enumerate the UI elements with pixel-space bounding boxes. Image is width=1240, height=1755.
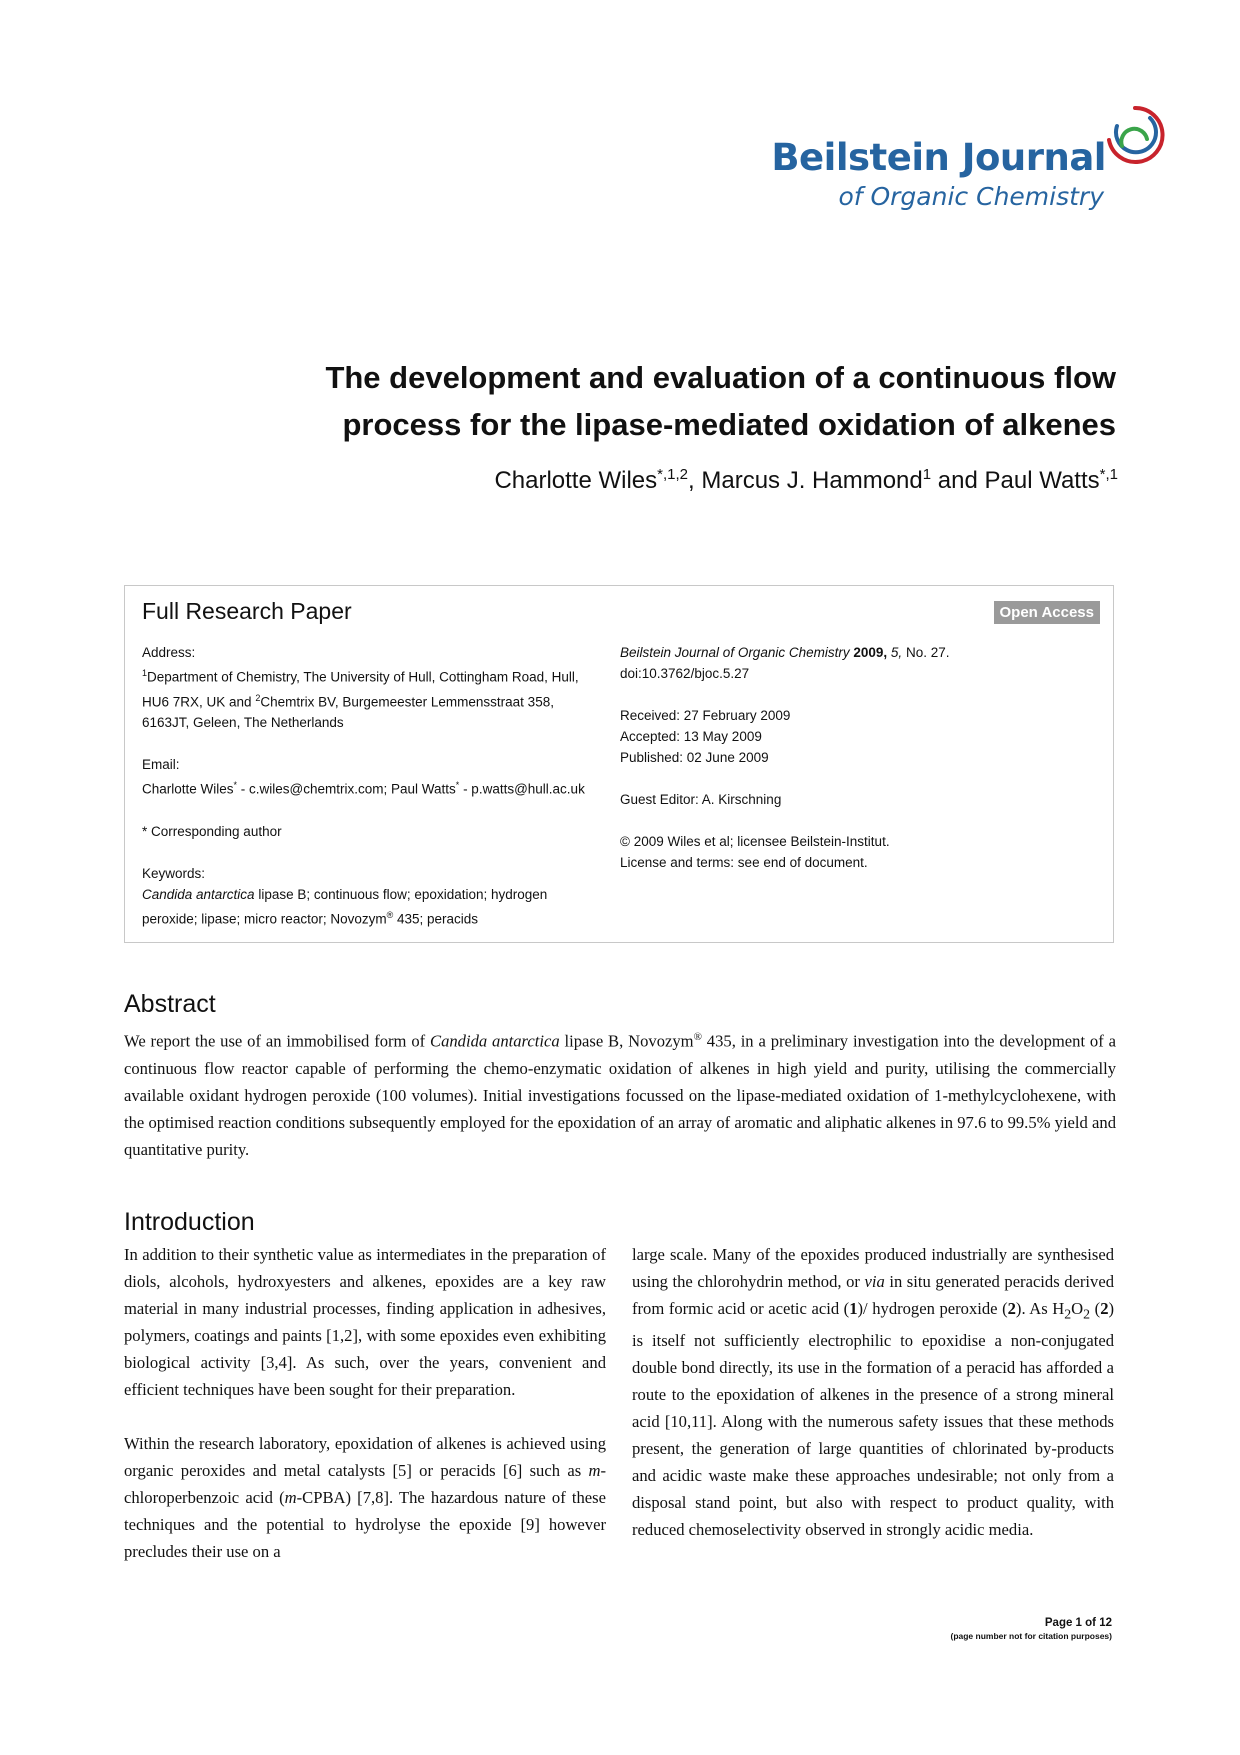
author-name: Marcus J. Hammond — [701, 467, 923, 494]
email-text: - p.watts@hull.ac.uk — [459, 781, 585, 797]
author-affiliation: 1 — [922, 466, 932, 483]
paragraph-text: ). As H — [1015, 1299, 1065, 1318]
address-text: Chemtrix BV, Burgemeester Lemmensstraat 358, 6163JT, Geleen, The Netherlands — [142, 694, 554, 730]
introduction-heading: Introduction — [124, 1208, 255, 1236]
guest-editor: Guest Editor: A. Kirschning — [620, 792, 782, 807]
page-footer — [950, 1617, 1112, 1641]
abstract-species: Candida antarctica — [430, 1031, 560, 1051]
author-list — [200, 466, 1118, 495]
journal-logo-swirl-icon — [1100, 100, 1170, 170]
paragraph-text: -chloroperbenzoic acid ( — [124, 1461, 606, 1507]
info-right-column — [620, 642, 1080, 894]
paragraph-text: Within the research laboratory, epoxidation of alkenes is achieved using organic peroxides and metal catalysts [5] or peracids [6] such as — [124, 1434, 606, 1480]
compound-number: 2 — [1100, 1299, 1109, 1318]
paragraph-text: -CPBA) [7,8]. The hazardous nature of these techniques and the potential to hydrolyse the epoxide [9] however precludes their use on a — [124, 1488, 606, 1561]
address-block — [142, 642, 602, 733]
email-text: - c.wiles@chemtrix.com; Paul Watts — [237, 781, 456, 797]
page-number-note: (page number not for citation purposes) — [950, 1631, 1112, 1641]
via-italic: via — [864, 1272, 885, 1291]
email-label: Email: — [142, 757, 180, 772]
address-text: Department of Chemistry, The University of Hull, Cottingham Road, Hull, HU6 7RX, UK and — [142, 669, 579, 709]
title-line-1: The development and evaluation of a continuous flow — [325, 360, 1116, 395]
citation-number: No. 27. — [905, 645, 950, 660]
paragraph-text: O — [1071, 1299, 1084, 1318]
subscript: 2 — [1083, 1306, 1091, 1322]
paragraph-text: in situ generated peracids derived from formic acid or acetic acid ( — [632, 1272, 1114, 1318]
abstract-part: 435, in a preliminary investigation into the development of a continuous flow reactor capable of performing the chemo-enzymatic oxidation of alkenes in high yield and purity, utilising the commercially available oxidant hydrogen peroxide (100 volumes). Initial investigations focussed on the lipase-mediated oxidation of 1-methylcyclohexene, with the optimised reaction conditions subsequently employed for the epoxidation of an array of aromatic and aliphatic alkenes in 97.6 to 99.5% yield and quantitative purity. — [124, 1031, 1116, 1159]
keywords-block — [142, 863, 602, 930]
corresponding-mark: * — [455, 780, 460, 790]
license-text: License and terms: see end of document. — [620, 855, 868, 870]
affiliation-mark: 1 — [142, 668, 148, 678]
intro-paragraph-2 — [124, 1430, 606, 1565]
affiliation-mark: 2 — [255, 692, 261, 703]
keywords-text: 435; peracids — [393, 911, 479, 926]
meta-prefix: m — [588, 1461, 601, 1480]
license-block — [620, 831, 1080, 873]
author-separator: , — [688, 467, 702, 494]
introduction-right-column — [632, 1241, 1114, 1570]
paragraph-text: ) is itself not sufficiently electrophilic to epoxidise a non-conjugated double bond directly, its use in the formation of a peracid has afforded a route to the epoxidation of alkenes in the presence of a strong mineral acid [10,11]. Along with the numerous safety issues that these methods present, the generation of large quantities of chlorinated by-products and acidic waste make these approaches undesirable; not only from a disposal stand point, but also with respect to product quality, with reduced chemoselectivity observed in strongly acidic media. — [632, 1299, 1115, 1540]
accepted-date: Accepted: 13 May 2009 — [620, 729, 762, 744]
compound-number: 2 — [1007, 1299, 1016, 1318]
intro-paragraph-1: In addition to their synthetic value as intermediates in the preparation of diols, alcohols, hydroxyesters and alkenes, epoxides are a key raw material in many industrial processes, finding application in adhesives, polymers, coatings and paints [1,2], with some epoxides even exhibiting biological activity [3,4]. As such, over the years, convenient and efficient techniques have been sought for their preparation. — [124, 1245, 606, 1399]
page-number: Page 1 of 12 — [1044, 1617, 1112, 1629]
compound-number: 1 — [849, 1299, 858, 1318]
paragraph-text: large scale. Many of the epoxides produced industrially are synthesised using the chlorohydrin method, or — [632, 1245, 1114, 1291]
citation-block — [620, 642, 1080, 684]
published-date: Published: 02 June 2009 — [620, 750, 769, 765]
paragraph-text: ( — [1090, 1299, 1101, 1318]
journal-name-line2: of Organic Chemistry — [838, 182, 1104, 211]
keywords-text: lipase B; continuous flow; epoxidation; hydrogen peroxide; lipase; micro reactor; Novozym — [142, 886, 548, 926]
journal-name-line1: Beilstein Journal — [771, 136, 1106, 179]
info-left-column — [142, 642, 602, 950]
citation-volume: 5, — [890, 645, 903, 660]
subscript: 2 — [1064, 1306, 1072, 1322]
article-info-box — [124, 585, 1114, 943]
registered-mark: ® — [693, 1031, 702, 1043]
article-title — [200, 354, 1116, 448]
meta-prefix: m — [284, 1488, 297, 1507]
journal-logo — [771, 100, 1180, 220]
author-affiliation: *,1,2 — [657, 466, 689, 483]
introduction-left-column — [124, 1241, 606, 1592]
corresponding-author-note: * Corresponding author — [142, 823, 282, 839]
author-name: Charlotte Wiles — [494, 467, 658, 494]
author-name: Paul Watts — [984, 467, 1100, 494]
abstract-text — [124, 1024, 1116, 1163]
author-separator: and — [931, 467, 985, 494]
abstract-part: lipase B, Novozym — [559, 1031, 694, 1051]
paper-type: Full Research Paper — [142, 598, 352, 624]
author-affiliation: *,1 — [1099, 466, 1118, 483]
open-access-badge: Open Access — [994, 601, 1101, 624]
corresponding-mark: * — [233, 780, 238, 790]
keyword-italic: Candida antarctica — [142, 886, 255, 902]
intro-paragraph-3 — [632, 1241, 1114, 1543]
keywords-label: Keywords: — [142, 865, 206, 881]
dates-block — [620, 705, 1080, 768]
abstract-heading: Abstract — [124, 990, 216, 1018]
received-date: Received: 27 February 2009 — [620, 708, 791, 723]
address-label: Address: — [142, 645, 196, 660]
copyright-text: © 2009 Wiles et al; licensee Beilstein-Institut. — [620, 834, 890, 849]
citation-journal: Beilstein Journal of Organic Chemistry — [620, 645, 850, 660]
title-line-2: process for the lipase-mediated oxidation of alkenes — [342, 407, 1116, 442]
registered-mark: ® — [386, 909, 394, 920]
email-author: Charlotte Wiles — [142, 781, 234, 797]
paragraph-text: )/ hydrogen peroxide ( — [857, 1299, 1008, 1318]
abstract-part: We report the use of an immobilised form of — [124, 1031, 430, 1051]
email-block — [142, 754, 602, 800]
doi: doi:10.3762/bjoc.5.27 — [620, 666, 750, 681]
citation-year: 2009, — [853, 645, 888, 660]
